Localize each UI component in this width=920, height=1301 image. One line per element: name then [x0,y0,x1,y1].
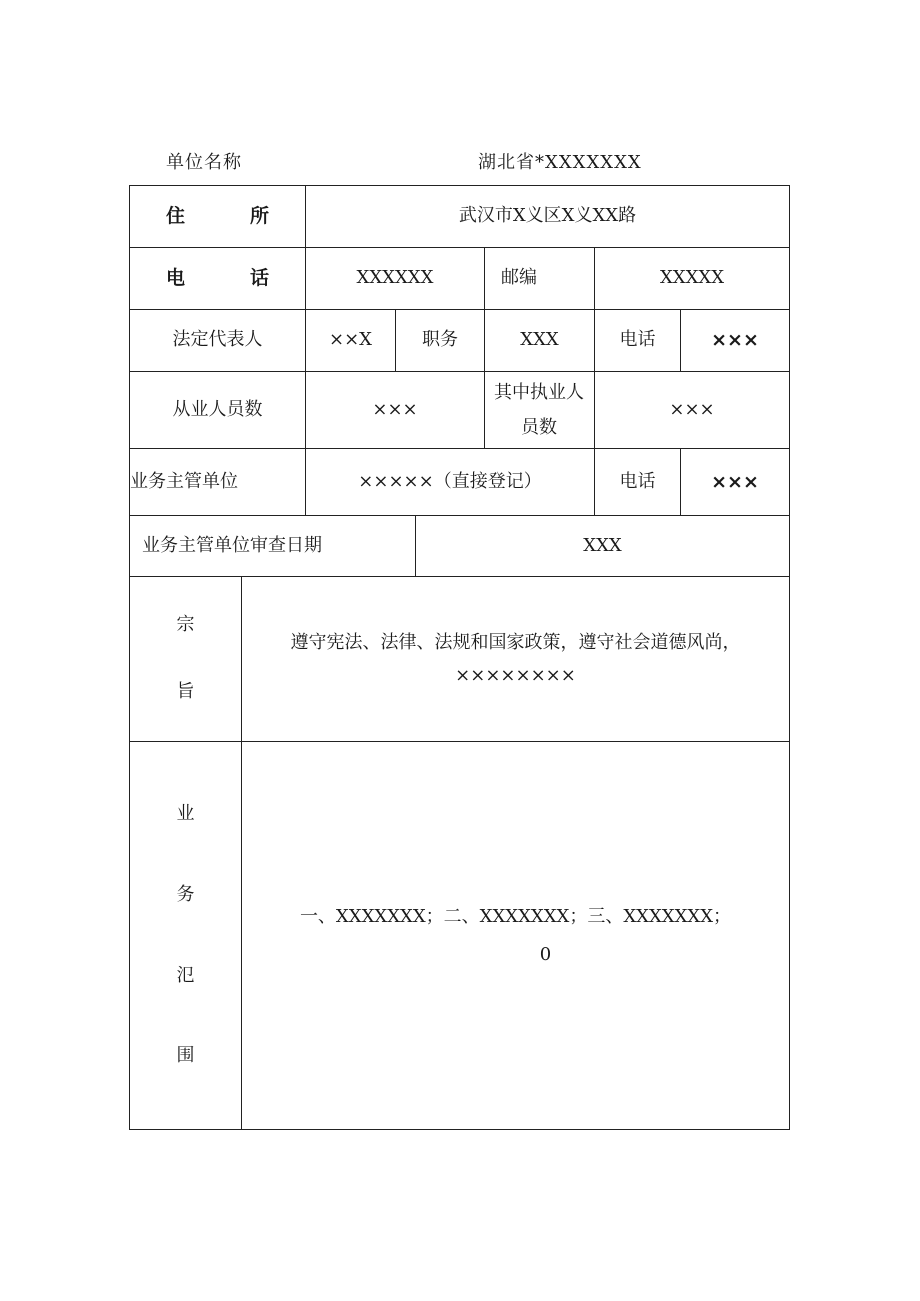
legal-rep-label: 法定代表人 [172,329,263,351]
address-value: 武汉市X义区X义XX路 [458,205,637,227]
scope-line: 一、XXXXXXX；二、XXXXXXX；三、XXXXXXX； [299,905,732,927]
purpose-label [130,577,241,741]
staff-count-value: ××× [372,398,418,420]
postcode-label: 邮编 [501,267,537,289]
unit-name-value: 湖北省*XXXXXXX [478,152,642,173]
address-label [130,186,305,247]
purpose-label-char: 旨 [176,681,195,702]
authority-phone-label: 电话 [619,470,656,492]
scope-label [130,742,241,1129]
scope-label-char: 氾 [176,964,195,986]
scope-label-char: 务 [176,883,195,905]
unit-name-label: 单位名称 [166,152,242,173]
purpose-line: 遵守宪法、法律、法规和国家政策，遵守社会道德风尚， [290,631,741,653]
legal-rep-phone-value: ××× [711,329,759,352]
purpose-line: ×××××××× [455,665,576,686]
review-date-value: XXX [583,534,622,556]
scope-label-char: 业 [176,802,195,824]
position-label: 职务 [422,329,458,351]
legal-rep-value: ××X [329,329,372,351]
licensed-staff-value: ××× [669,398,715,420]
legal-rep-phone-label: 电话 [619,329,656,351]
address-label-char: 所 [249,205,269,228]
review-date-label: 业务主管单位审查日期 [142,534,322,556]
authority-value: ×××××（直接登记） [358,470,542,492]
scope-line: 0 [539,943,552,965]
purpose-label-char: 宗 [176,614,195,636]
authority-label: 业务主管单位 [130,470,238,492]
position-value: XXX [520,329,559,351]
staff-count-label: 从业人员数 [172,398,263,420]
address-label-char: 住 [166,205,186,228]
postcode-value: XXXXX [659,267,725,289]
licensed-staff-label: 其中执业人员数 [494,381,584,438]
purpose-text [242,577,789,741]
phone-value: XXXXXX [356,267,434,289]
scope-label-char: 围 [176,1045,195,1067]
authority-phone-value: ××× [711,470,759,493]
scope-text [242,742,789,1129]
phone-label-char: 话 [249,267,269,290]
phone-label [130,248,305,309]
phone-label-char: 电 [166,267,186,290]
